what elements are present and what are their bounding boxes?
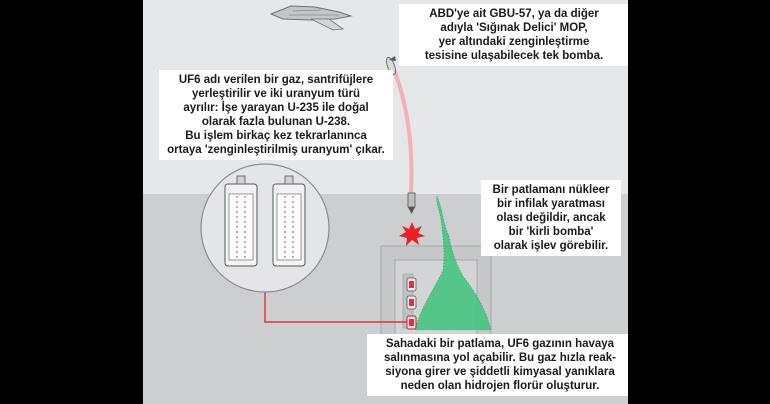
dirty-bomb-caption: Bir patlamanı nükleer bir infilak yaratması olası değildir, ancak bir 'kirli bomba' olarak işlev görebilir. — [481, 180, 621, 256]
centrifuge-left — [225, 176, 257, 266]
bomb-entering-ground — [408, 193, 415, 214]
centrifuge-right — [273, 176, 305, 266]
bomber-aircraft — [271, 6, 351, 30]
uf6-canister-bottom — [407, 316, 416, 329]
gas-release-caption: Sahadaki bir patlama, UF6 gazının havaya salınmasına yol açabilir. Bu gaz hızla reak- siyona girer ve şiddetli kimyasal yanıklara neden olan hidrojen florür oluşturur. — [367, 334, 628, 396]
bomb-trajectory — [395, 72, 411, 192]
centrifuge-detail — [201, 164, 329, 292]
bomb-caption: ABD'ye ait GBU-57, ya da diğer adıyla 'Sığınak Delici' MOP, yer altındaki zenginleştirme tesisine ulaşabilecek tek bomba. — [399, 4, 628, 66]
infographic-canvas — [143, 0, 628, 404]
uf6-canister-top — [407, 278, 416, 291]
uf6-canister-middle — [407, 296, 416, 309]
uf6-process-caption: UF6 adı verilen bir gaz, santrifüjlere yerleştirilir ve iki uranyum türü ayrılır: İşe yarayan U-235 ile doğal olarak fazla bulunan U-238. Bu işlem birkaç kez tekrarlanınca ortaya 'zenginleştirilmiş uranyum' çıkar. — [159, 70, 393, 160]
impact-flash — [399, 222, 425, 246]
